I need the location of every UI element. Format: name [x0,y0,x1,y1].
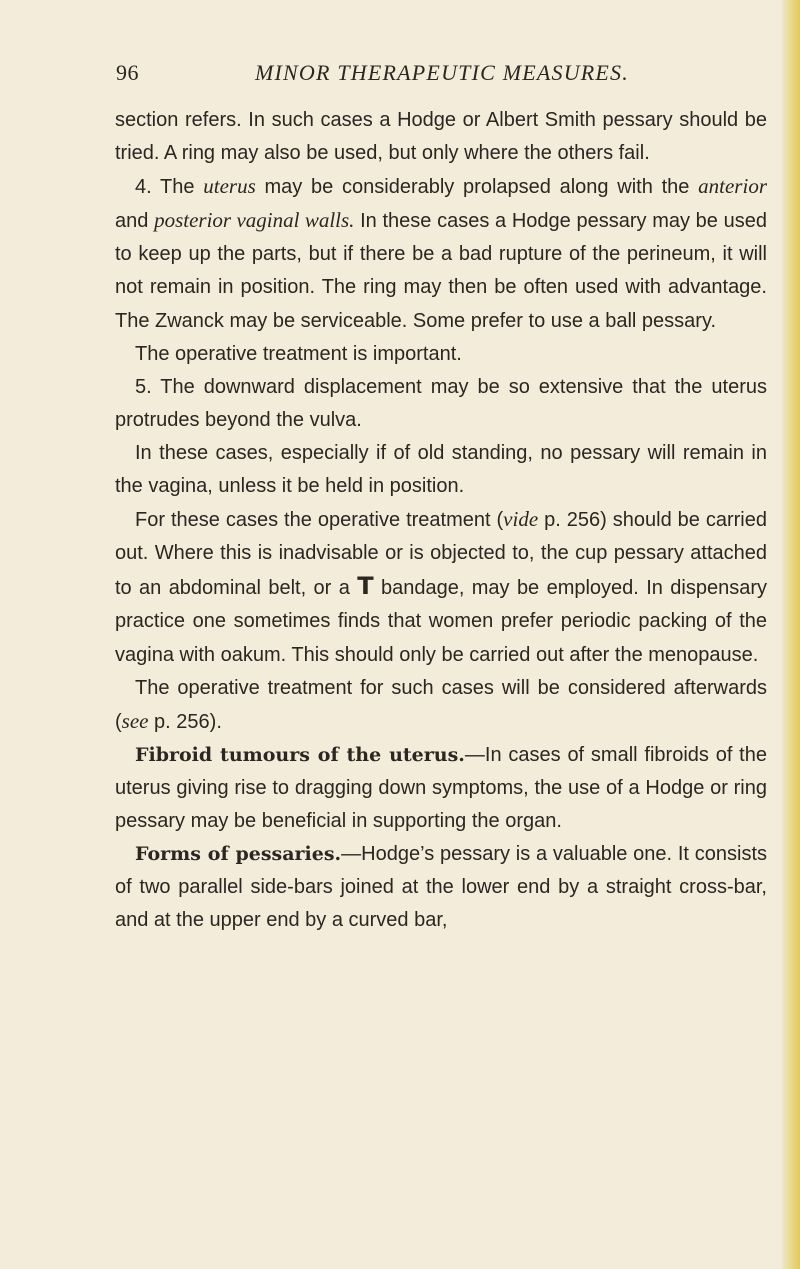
page-edge [782,0,800,1269]
paragraph-9: Forms of pessaries.—Hodge’s pessary is a valuable one. It consists of two parallel side-bars joined at the lower end by a straight cross-bar, and at the upper end by a curved bar, [115,843,768,932]
body-text [115,104,767,937]
paragraph-7: The operative treatment for such cases will be considered afterwards (see p. 256). [115,676,767,733]
paragraph-4: 5. The downward displacement may be so extensive that the uterus protrudes beyond the vulva. [115,375,767,431]
italic-term: posterior vaginal walls. [154,208,355,233]
paragraph-6: For these cases the operative treatment (vide p. 256) should be carried out. Where this is inadvisable or is objected to, the cup pessary attached to an abdominal belt, or a T bandage, may be employed. In dispensary practice one sometimes finds that women prefer periodic packing of the vagina with oakum. This should only be carried out after the menopause. [115,507,767,666]
paragraph-8: Fibroid tumours of the uterus.—In cases of small fibroids of the uterus giving rise to dragging down symptoms, the use of a Hodge or ring pessary may be beneficial in supporting the organ. [115,743,767,832]
paragraph-1: section refers. In such cases a Hodge or Albert Smith pessary should be tried. A ring may also be used, but only where the others fail. [115,109,767,165]
italic-term: see [121,708,149,733]
running-head [0,60,800,90]
section-heading: Forms of pessaries. [135,843,342,866]
page-number: 96 [116,60,139,85]
paragraph-5: In these cases, especially if of old standing, no pessary will remain in the vagina, unless it be held in position. [115,441,767,498]
italic-term: vide [503,507,539,532]
paragraph-2: 4. The uterus may be considerably prolapsed along with the anterior and posterior vaginal walls. In these cases a Hodge pessary may be used to keep up the parts, but if there be a bad rupture of the perineum, it will not remain in position. The ring may then be often used with advantage. The Zwanck may be serviceable. Some prefer to use a ball pessary. [115,174,767,332]
italic-term: anterior [698,174,767,199]
italic-term: uterus [203,174,256,199]
running-title: MINOR THERAPEUTIC MEASURES. [255,60,629,85]
paragraph-3: The operative treatment is important. [135,342,462,365]
section-heading: Fibroid tumours of the uterus. [135,743,465,766]
t-bandage-glyph: T [357,572,374,601]
